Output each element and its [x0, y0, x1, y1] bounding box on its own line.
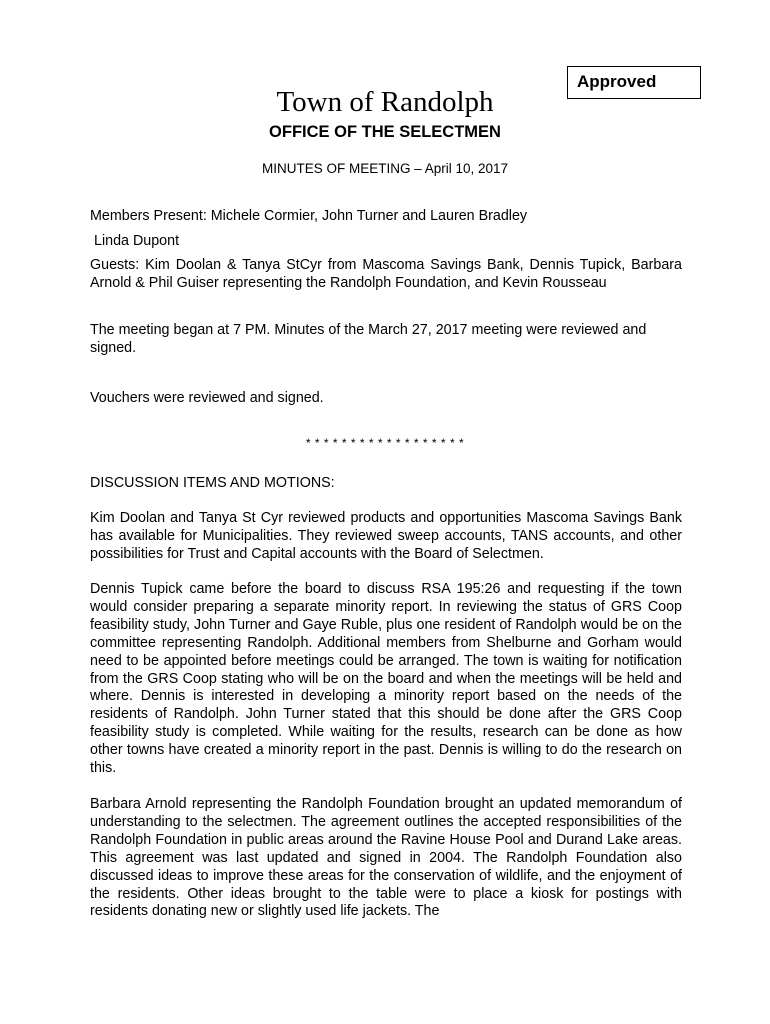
paragraph-minority-report: Dennis Tupick came before the board to discuss RSA 195:26 and requesting if the town would consider preparing a separate minority report. In reviewing the status of GRS Coop feasibility study, John Turner and Gaye Ruble, plus one resident of Randolph would be on the committee representing Randolph. Additional members from Shelburne and Gorham would need to be appointed before meetings could be arranged. The town is waiting for notification from the GRS Coop stating who will be on the board and when the meetings will be held and where. Dennis is interested in developing a minority report based on the needs of the residents of Randolph. John Turner stated that this should be done after the GRS Coop feasibility study is completed. While waiting for the results, research can be done as how other towns have created a minority report in the past. Dennis is willing to do the research on this. — [90, 581, 682, 777]
minutes-date: MINUTES OF MEETING – April 10, 2017 — [261, 161, 509, 176]
paragraph-randolph-foundation: Barbara Arnold representing the Randolph Foundation brought an updated memorandum of understanding to the selectmen. The agreement outlines the accepted responsibilities of the Randolph Foundation in public areas around the Ravine House Pool and Durand Lake areas. This agreement was last updated and signed in 2004. The Randolph Foundation also discussed ideas to improve these areas for the conservation of wildlife, and the enjoyment of the residents. Other ideas brought to the table were to place a kiosk for postings with residents donating new or slightly used life jackets. The — [90, 796, 682, 920]
meeting-start: The meeting began at 7 PM. Minutes of the March 27, 2017 meeting were reviewed and signed. — [90, 322, 647, 356]
discussion-heading: DISCUSSION ITEMS AND MOTIONS: — [90, 475, 335, 491]
town-title: Town of Randolph — [276, 86, 494, 118]
members-extra: Linda Dupont — [94, 233, 180, 249]
vouchers: Vouchers were reviewed and signed. — [90, 390, 324, 406]
members-present: Members Present: Michele Cormier, John Turner and Lauren Bradley — [90, 208, 528, 224]
section-separator: * * * * * * * * * * * * * * * * * * — [305, 436, 465, 450]
guests: Guests: Kim Doolan & Tanya StCyr from Mascoma Savings Bank, Dennis Tupick, Barbara Arnold & Phil Guiser representing the Randolph Foundation, and Kevin Rousseau — [90, 257, 682, 291]
approved-stamp-label: Approved — [577, 72, 657, 91]
paragraph-bank: Kim Doolan and Tanya St Cyr reviewed products and opportunities Mascoma Savings Bank has available for Municipalities. They reviewed sweep accounts, TANS accounts, and other possibilities for Trust and Capital accounts with the Board of Selectmen. — [90, 510, 682, 562]
office-heading: OFFICE OF THE SELECTMEN — [269, 123, 501, 141]
